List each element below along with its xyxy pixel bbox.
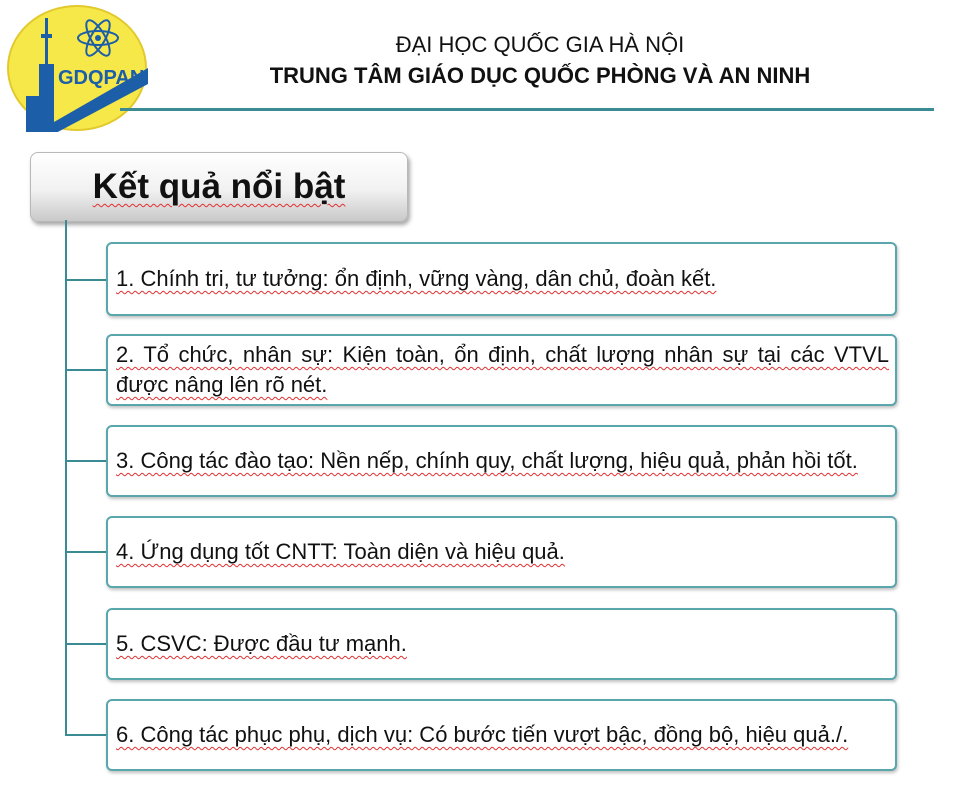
tree-trunk-line <box>65 220 67 735</box>
result-item-text: 1. Chính tri, tư tưởng: ổn định, vững vàng, dân chủ, đoàn kết. <box>116 266 717 291</box>
gdqpan-logo <box>6 4 148 132</box>
result-item-text: 2. Tổ chức, nhân sự: Kiện toàn, ổn định, chất lượng nhân sự tại các VTVL được nâng lên rõ nét. <box>116 342 889 397</box>
result-item-2 <box>106 334 897 406</box>
tree-branch-6 <box>65 734 107 736</box>
result-item-1 <box>106 242 897 316</box>
result-item-text: 5. CSVC: Được đầu tư mạnh. <box>116 631 407 656</box>
tree-branch-3 <box>65 460 107 462</box>
tree-branch-5 <box>65 643 107 645</box>
result-item-text: 3. Công tác đào tạo: Nền nếp, chính quy, chất lượng, hiệu quả, phản hồi tốt. <box>116 448 858 473</box>
header-divider <box>120 108 934 111</box>
tree-branch-1 <box>65 279 107 281</box>
result-item-text: 6. Công tác phục phụ, dịch vụ: Có bước tiến vượt bậc, đồng bộ, hiệu quả./. <box>116 722 849 747</box>
tree-branch-4 <box>65 551 107 553</box>
section-title-box <box>30 152 408 222</box>
university-name: ĐẠI HỌC QUỐC GIA HÀ NỘI <box>395 32 685 57</box>
result-item-text: 4. Ứng dụng tốt CNTT: Toàn diện và hiệu quả. <box>116 539 565 564</box>
result-item-6 <box>106 699 897 771</box>
tree-branch-2 <box>65 369 107 371</box>
result-item-3 <box>106 425 897 497</box>
center-name: TRUNG TÂM GIÁO DỤC QUỐC PHÒNG VÀ AN NINH <box>269 63 811 88</box>
result-item-4 <box>106 516 897 588</box>
result-item-5 <box>106 608 897 680</box>
logo-text: GDQPAN <box>58 67 145 89</box>
section-title: Kết quả nổi bật <box>92 167 346 206</box>
